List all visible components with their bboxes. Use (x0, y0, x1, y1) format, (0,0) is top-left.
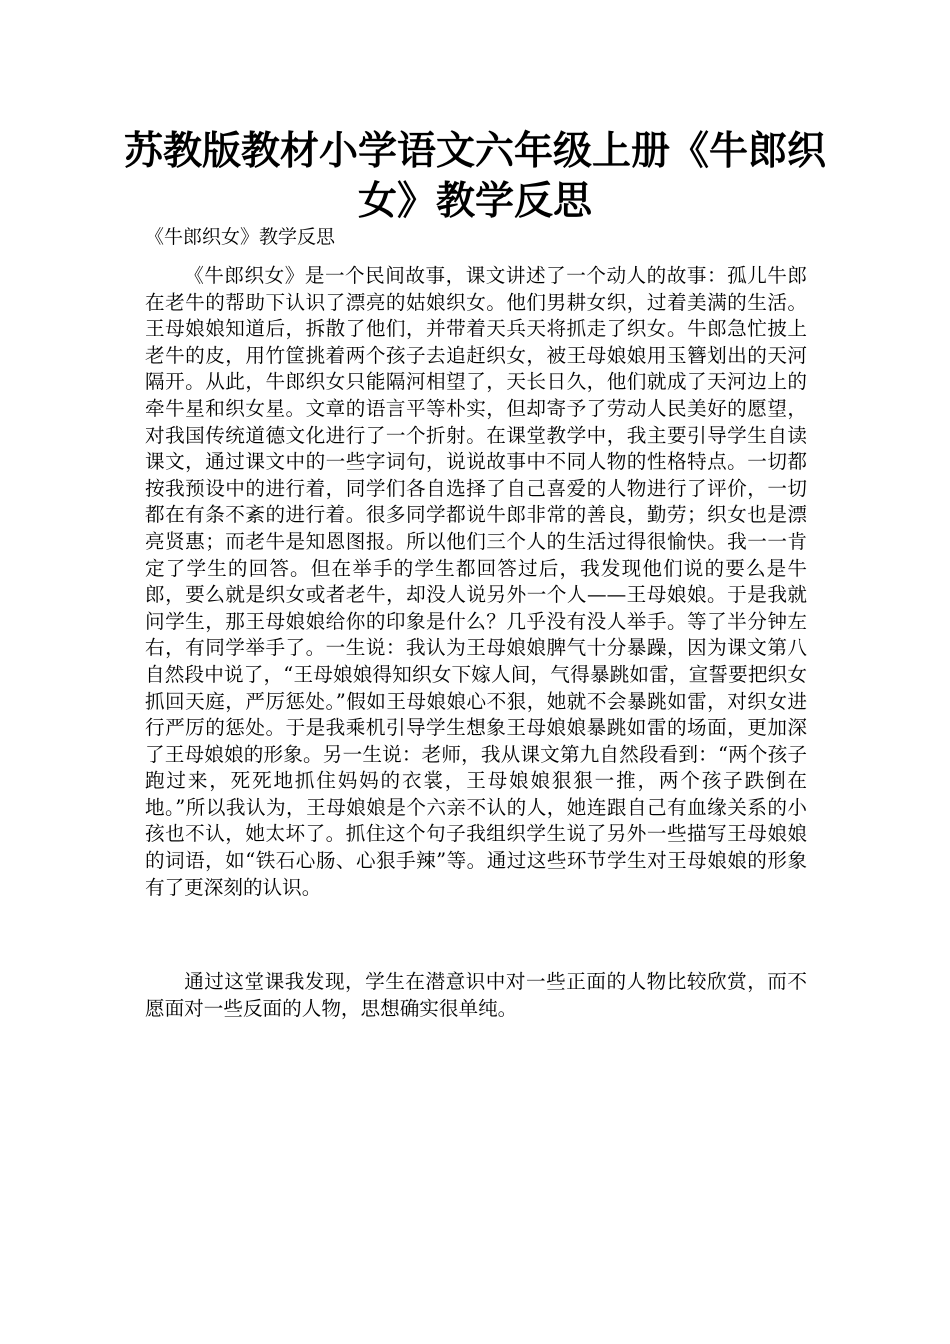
body-paragraph: 《牛郎织女》是一个民间故事，课文讲述了一个动人的故事：孤儿牛郎在老牛的帮助下认识了漂亮的姑娘织女。他们男耕女织，过着美满的生活。王母娘娘知道后，拆散了他们，并带着天兵天将抓走了织女。牛郎急忙披上老牛的皮，用竹筐挑着两个孩子去追赶织女，被王母娘娘用玉簪划出的天河隔开。从此，牛郎织女只能隔河相望了，天长日久，他们就成了天河边上的牵牛星和织女星。文章的语言平等朴实，但却寄予了劳动人民美好的愿望，对我国传统道德文化进行了一个折射。在课堂教学中，我主要引导学生自读课文，通过课文中的一些字词句，说说故事中不同人物的性格特点。一切都按我预设中的进行着，同学们各自选择了自己喜爱的人物进行了评价，一切都在有条不紊的进行着。很多同学都说牛郎非常的善良，勤劳；织女也是漂亮贤惠；而老牛是知恩图报。所以他们三个人的生活过得很愉快。我一一肯定了学生的回答。但在举手的学生都回答过后，我发现他们说的要么是牛郎，要么就是织女或者老牛，却没人说另外一个人——王母娘娘。于是我就问学生，那王母娘娘给你的印象是什么？几乎没有没人举手。等了半分钟左右，有同学举手了。一生说：我认为王母娘娘脾气十分暴躁，因为课文第八自然段中说了，“王母娘娘得知织女下嫁人间，气得暴跳如雷，宣誓要把织女抓回天庭，严厉惩处。”假如王母娘娘心不狠，她就不会暴跳如雷，对织女进行严厉的惩处。于是我乘机引导学生想象王母娘娘暴跳如雷的场面，更加深了王母娘娘的形象。另一生说：老师，我从课文第九自然段看到：“两个孩子跑过来，死死地抓住妈妈的衣裳，王母娘娘狠狠一推，两个孩子跌倒在地。”所以我认为，王母娘娘是个六亲不认的人，她连跟自己有血缘关系的小孩也不认，她太坏了。抓住这个句子我组织学生说了另外一些描写王母娘娘的词语，如“铁石心肠、心狠手辣”等。通过这些环节学生对王母娘娘的形象有了更深刻的认识。 (145, 264, 807, 899)
document-subtitle: 《牛郎织女》教学反思 (145, 226, 336, 248)
body-paragraph: 通过这堂课我发现，学生在潜意识中对一些正面的人物比较欣赏，而不愿面对一些反面的人物，思想确实很单纯。 (145, 970, 807, 1020)
page-title: 苏教版教材小学语文六年级上册《牛郎织女》教学反思 (123, 129, 826, 224)
